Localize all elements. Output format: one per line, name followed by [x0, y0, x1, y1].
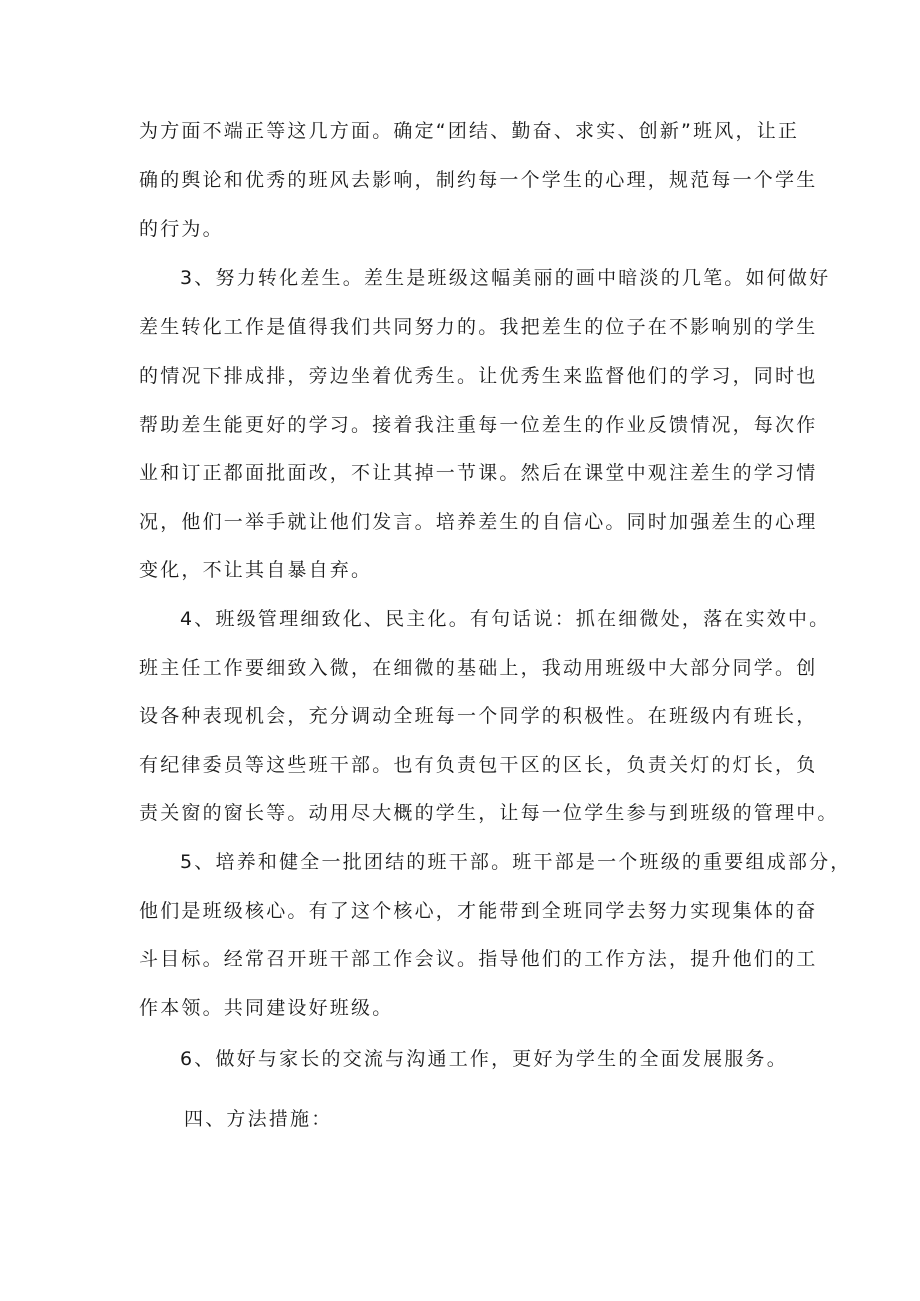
text-line: 5、培养和健全一批团结的班干部。班干部是一个班级的重要组成部分， [180, 851, 852, 873]
text-line: 的行为。 [139, 218, 224, 240]
text-line: 设各种表现机会，充分调动全班每一个同学的积极性。在班级内有班长， [139, 705, 818, 727]
text-line: 作本领。共同建设好班级。 [139, 997, 394, 1019]
text-line: 差生转化工作是值得我们共同努力的。我把差生的位子在不影响别的学生 [139, 316, 818, 338]
text-line: 帮助差生能更好的学习。接着我注重每一位差生的作业反馈情况，每次作 [139, 414, 818, 436]
text-line: 的情况下排成排，旁边坐着优秀生。让优秀生来监督他们的学习，同时也 [139, 365, 818, 387]
text-line: 斗目标。经常召开班干部工作会议。指导他们的工作方法，提升他们的工 [139, 948, 818, 970]
text-line: 变化，不让其自暴自弃。 [139, 559, 373, 581]
text-line: 有纪律委员等这些班干部。也有负责包干区的区长，负责关灯的灯长，负 [139, 754, 818, 776]
text-line: 业和订正都面批面改，不让其掉一节课。然后在课堂中观注差生的学习情 [139, 462, 818, 484]
text-line: 为方面不端正等这几方面。确定“团结、勤奋、求实、创新”班风，让正 [139, 120, 800, 142]
text-line: 况，他们一举手就让他们发言。培养差生的自信心。同时加强差生的心理 [139, 511, 818, 533]
section-heading: 四、方法措施： [184, 1108, 333, 1130]
text-line: 确的舆论和优秀的班风去影响，制约每一个学生的心理，规范每一个学生 [139, 169, 818, 191]
text-line: 3、努力转化差生。差生是班级这幅美丽的画中暗淡的几笔。如何做好 [180, 267, 831, 289]
text-line: 班主任工作要细致入微，在细微的基础上，我动用班级中大部分同学。创 [139, 657, 818, 679]
text-line: 他们是班级核心。有了这个核心，才能带到全班同学去努力实现集体的奋 [139, 900, 818, 922]
text-line: 4、班级管理细致化、民主化。有句话说：抓在细微处，落在实效中。 [180, 608, 831, 630]
text-line: 责关窗的窗长等。动用尽大概的学生，让每一位学生参与到班级的管理中。 [139, 802, 839, 824]
text-line: 6、做好与家长的交流与沟通工作，更好为学生的全面发展服务。 [180, 1048, 788, 1070]
